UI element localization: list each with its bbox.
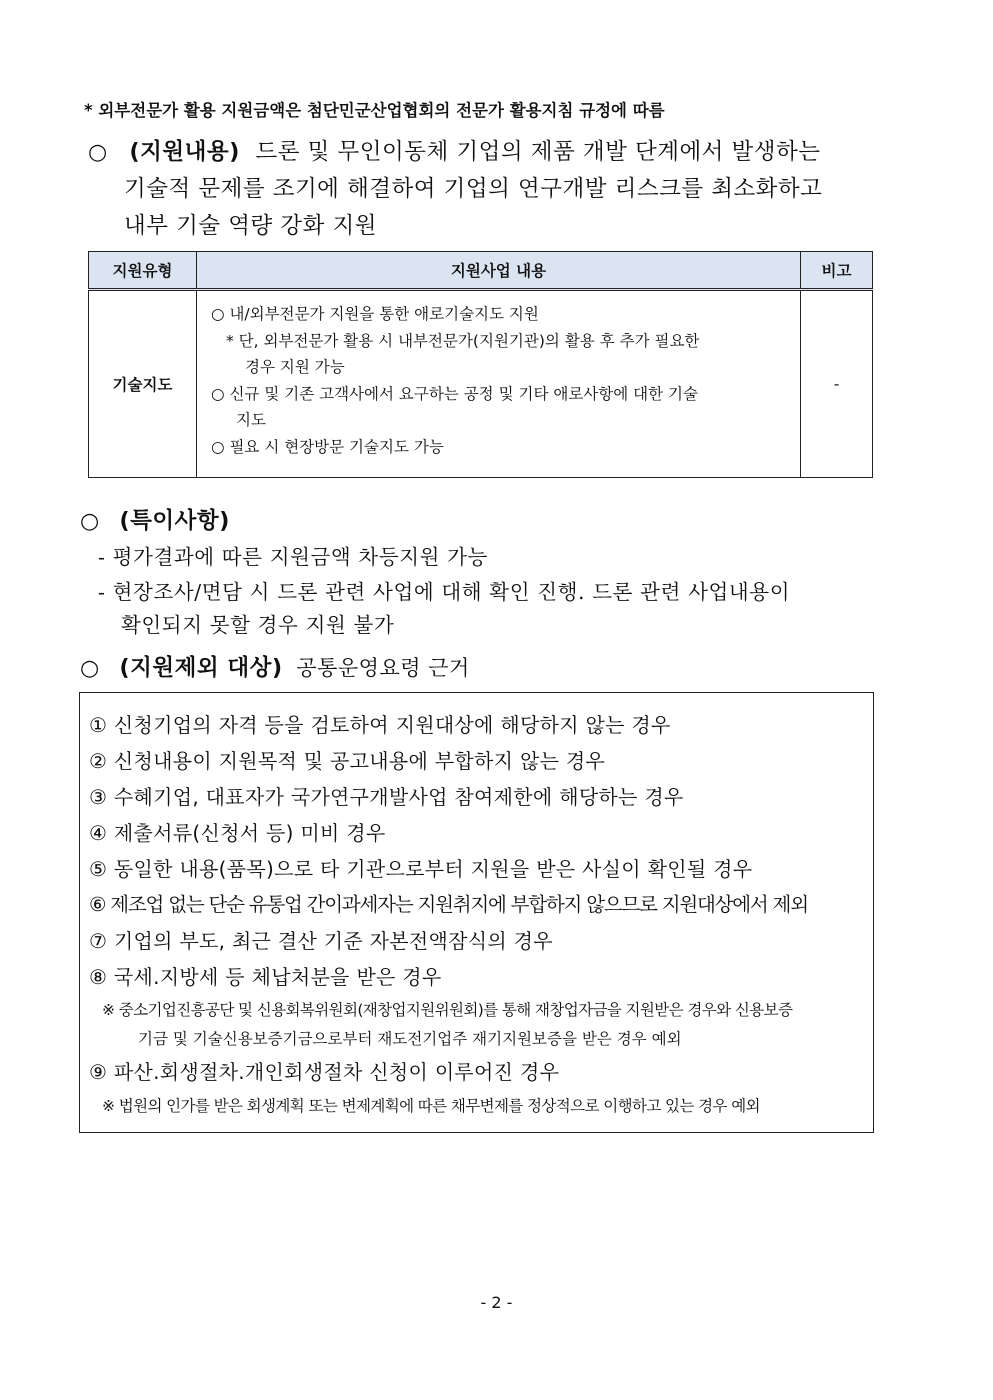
header-support-type: 지원유형 — [89, 252, 197, 290]
cell-support-content — [197, 290, 801, 478]
content-item: ○ 내/외부전문가 지원을 통한 애로기술지도 지원 — [211, 305, 539, 323]
header-support-content: 지원사업 내용 — [197, 252, 801, 290]
exclusion-remark: ※ 법원의 인가를 받은 회생계획 또는 변제계획에 따른 채무변제를 정상적으로 이행하고 있는 경우 예외 — [102, 1097, 760, 1115]
content-item: ○ 신규 및 기존 고객사에서 요구하는 공정 및 기타 애로사항에 대한 기술 — [211, 384, 698, 403]
exclusion-item: ⑦ 기업의 부도, 최근 결산 기준 자본전액잠식의 경우 — [89, 929, 553, 953]
page-number: - 2 - — [480, 1293, 513, 1312]
exclusion-item: ⑤ 동일한 내용(품목)으로 타 기관으로부터 지원을 받은 사실이 확인될 경우 — [89, 857, 753, 881]
special-note-item-cont: 확인되지 못할 경우 지원 불가 — [121, 613, 395, 637]
special-notes-title — [80, 503, 230, 535]
exclusion-item: ② 신청내용이 지원목적 및 공고내용에 부합하지 않는 경우 — [89, 749, 606, 773]
special-notes-heading: (특이사항) — [119, 508, 230, 534]
exclusion-item: ① 신청기업의 자격 등을 검토하여 지원대상에 해당하지 않는 경우 — [89, 713, 671, 737]
content-note: * 단, 외부전문가 활용 시 내부전문가(지원기관)의 활용 후 추가 필요한 — [226, 331, 700, 350]
content-note-cont: 경우 지원 가능 — [245, 358, 345, 376]
cell-support-type: 기술지도 — [89, 290, 197, 478]
table-header-row — [89, 252, 873, 290]
special-note-item: - 평가결과에 따른 지원금액 차등지원 가능 — [98, 545, 488, 569]
support-content-line2: 기술적 문제를 조기에 해결하여 기업의 연구개발 리스크를 최소화하고 — [124, 176, 823, 202]
exclusion-box — [79, 692, 874, 1133]
exclusion-subtitle: 공통운영요령 근거 — [296, 656, 470, 680]
bullet-circle: ○ — [80, 509, 100, 534]
header-remark: 비고 — [801, 252, 873, 290]
cell-remark: - — [801, 290, 873, 478]
exclusion-remark-cont: 기금 및 기술신용보증기금으로부터 재도전기업주 재기지원보증을 받은 경우 예외 — [138, 1030, 682, 1048]
exclusion-item: ⑧ 국세.지방세 등 체납처분을 받은 경우 — [89, 965, 442, 989]
exclusion-item: ④ 제출서류(신청서 등) 미비 경우 — [89, 821, 386, 845]
exclusion-item: ⑥ 제조업 없는 단순 유통업 간이과세자는 지원취지에 부합하지 않으므로 지원대상에서 제외 — [89, 893, 808, 916]
support-content-line1 — [88, 134, 821, 166]
exclusion-item: ⑨ 파산.회생절차.개인회생절차 신청이 이루어진 경우 — [89, 1060, 560, 1084]
bullet-circle: ○ — [88, 140, 108, 165]
exclusion-remark: ※ 중소기업진흥공단 및 신용회복위원회(재창업지원위원회)를 통해 재창업자금을 지원받은 경우와 신용보증 — [102, 1001, 793, 1019]
top-note: * 외부전문가 활용 지원금액은 첨단민군산업협회의 전문가 활용지침 규정에 따름 — [84, 101, 665, 120]
exclusion-heading: (지원제외 대상) — [119, 655, 283, 681]
support-table — [88, 251, 873, 478]
exclusion-item: ③ 수혜기업, 대표자가 국가연구개발사업 참여제한에 해당하는 경우 — [89, 785, 684, 809]
special-note-item: - 현장조사/면담 시 드론 관련 사업에 대해 확인 진행. 드론 관련 사업내용이 — [98, 580, 791, 604]
support-content-line3: 내부 기술 역량 강화 지원 — [124, 213, 377, 239]
content-item-cont: 지도 — [236, 411, 266, 429]
bullet-circle: ○ — [80, 656, 100, 681]
table-row — [89, 290, 873, 478]
exclusion-title — [80, 650, 470, 682]
support-content-text1: 드론 및 무인이동체 기업의 제품 개발 단계에서 발생하는 — [255, 139, 821, 165]
support-content-heading: (지원내용) — [129, 139, 240, 165]
content-item: ○ 필요 시 현장방문 기술지도 가능 — [211, 437, 444, 456]
